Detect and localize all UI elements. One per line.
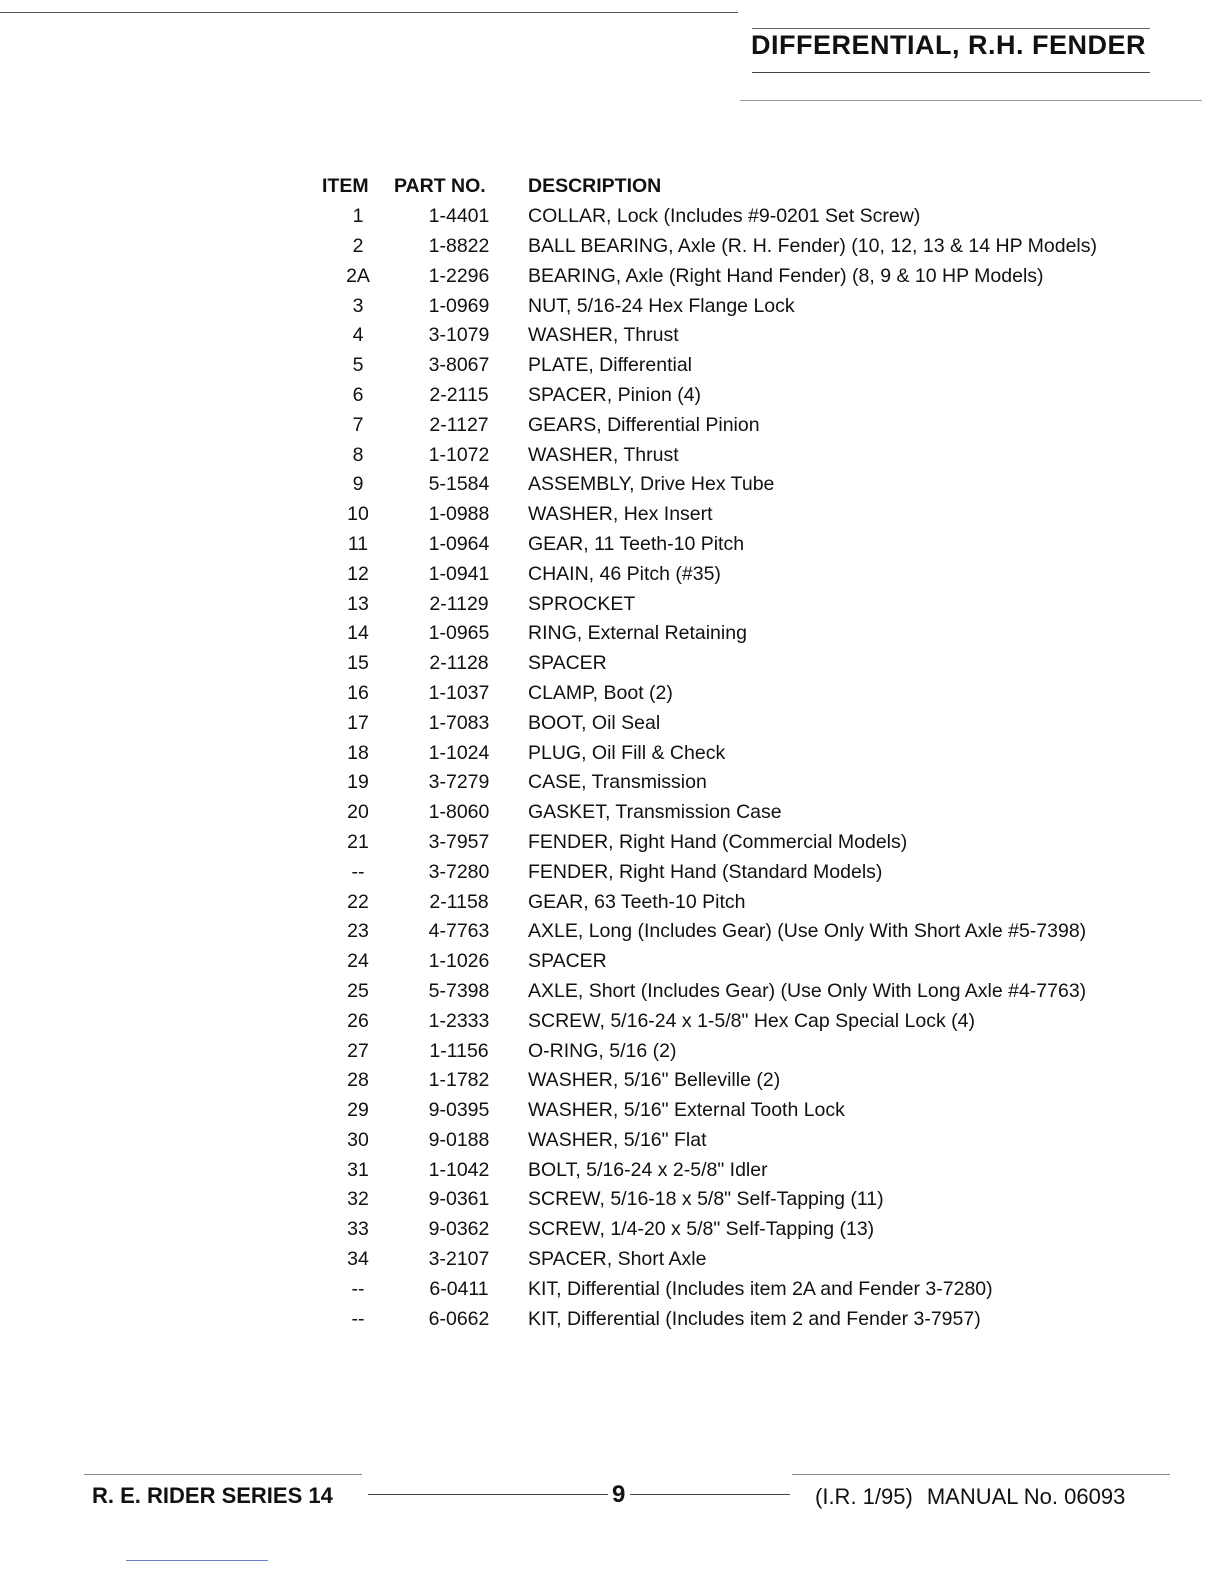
part-number: 2-1127 bbox=[429, 413, 489, 436]
table-row bbox=[322, 232, 1097, 262]
part-number: 1-1037 bbox=[428, 681, 490, 704]
item-number: 8 bbox=[352, 443, 364, 466]
item-number: 6 bbox=[352, 383, 364, 406]
item-number: 21 bbox=[347, 830, 369, 853]
description: SPACER bbox=[528, 950, 607, 973]
part-number: 3-7279 bbox=[428, 771, 490, 794]
item-number: 32 bbox=[347, 1188, 369, 1211]
description: SCREW, 1/4-20 x 5/8" Self-Tapping (13) bbox=[528, 1218, 875, 1241]
description: SPACER, Pinion (4) bbox=[528, 383, 702, 406]
description: AXLE, Short (Includes Gear) (Use Only With Long Axle #4-7763) bbox=[528, 979, 1087, 1002]
item-number: 1 bbox=[352, 205, 364, 228]
item-number: 14 bbox=[347, 622, 369, 645]
table-row bbox=[322, 530, 1097, 560]
table-row bbox=[322, 261, 1097, 291]
part-number: 1-1026 bbox=[428, 950, 490, 973]
description: PLATE, Differential bbox=[528, 354, 693, 377]
part-number: 1-0969 bbox=[428, 294, 490, 317]
description: SPACER, Short Axle bbox=[528, 1248, 707, 1271]
part-number: 9-0188 bbox=[428, 1128, 490, 1151]
part-number: 1-1024 bbox=[428, 741, 490, 764]
footer-rule-right-top bbox=[792, 1474, 1170, 1475]
description: KIT, Differential (Includes item 2A and Fender 3-7280) bbox=[528, 1277, 993, 1300]
item-number: -- bbox=[351, 860, 365, 883]
page-title: DIFFERENTIAL, R.H. FENDER bbox=[751, 30, 1146, 60]
table-row bbox=[322, 857, 1097, 887]
table-row bbox=[322, 470, 1097, 500]
table-row bbox=[322, 381, 1097, 411]
description: BEARING, Axle (Right Hand Fender) (8, 9 & 10 HP Models) bbox=[528, 264, 1044, 287]
table-row bbox=[322, 1304, 1097, 1334]
item-number: 18 bbox=[347, 741, 369, 764]
item-number: 20 bbox=[347, 801, 369, 824]
table-row bbox=[322, 649, 1097, 679]
description: WASHER, 5/16" Belleville (2) bbox=[528, 1069, 781, 1092]
part-number: 5-1584 bbox=[428, 473, 490, 496]
description: SPROCKET bbox=[528, 592, 636, 615]
part-number: 3-1079 bbox=[428, 324, 490, 347]
description: SCREW, 5/16-18 x 5/8" Self-Tapping (11) bbox=[528, 1188, 884, 1211]
table-row bbox=[322, 828, 1097, 858]
part-number: 1-4401 bbox=[428, 205, 490, 228]
part-number: 2-1158 bbox=[429, 890, 489, 913]
part-number: 2-1129 bbox=[429, 592, 489, 615]
part-number: 1-1156 bbox=[429, 1039, 489, 1062]
description: SPACER bbox=[528, 652, 607, 675]
description: O-RING, 5/16 (2) bbox=[528, 1039, 677, 1062]
item-number: 26 bbox=[347, 1009, 369, 1032]
bottom-blue-line bbox=[126, 1560, 268, 1561]
column-header-item: ITEM bbox=[322, 175, 369, 198]
item-number: 25 bbox=[347, 979, 369, 1002]
item-number: 12 bbox=[347, 562, 369, 585]
item-number: 3 bbox=[352, 294, 364, 317]
description: WASHER, 5/16" External Tooth Lock bbox=[528, 1099, 845, 1122]
item-number: 10 bbox=[347, 503, 369, 526]
footer-rule-middle-left bbox=[368, 1494, 608, 1495]
top-rule-left bbox=[0, 12, 738, 13]
column-header-part-no: PART NO. bbox=[394, 175, 486, 198]
part-number: 1-8060 bbox=[428, 801, 490, 824]
table-row bbox=[322, 589, 1097, 619]
footer-revision: (I.R. 1/95) bbox=[815, 1484, 913, 1509]
item-number: -- bbox=[351, 1307, 365, 1330]
description: FENDER, Right Hand (Standard Models) bbox=[528, 860, 883, 883]
table-row bbox=[322, 1215, 1097, 1245]
table-row bbox=[322, 1096, 1097, 1126]
item-number: 22 bbox=[347, 890, 369, 913]
table-row bbox=[322, 440, 1097, 470]
part-number: 1-0988 bbox=[428, 503, 490, 526]
part-number: 6-0662 bbox=[428, 1307, 490, 1330]
item-number: -- bbox=[351, 1277, 365, 1300]
description: PLUG, Oil Fill & Check bbox=[528, 741, 726, 764]
part-number: 1-2296 bbox=[428, 264, 490, 287]
description: BOLT, 5/16-24 x 2-5/8" Idler bbox=[528, 1158, 768, 1181]
part-number: 6-0411 bbox=[429, 1277, 489, 1300]
description: WASHER, Hex Insert bbox=[528, 503, 713, 526]
description: WASHER, 5/16" Flat bbox=[528, 1128, 707, 1151]
item-number: 15 bbox=[347, 652, 369, 675]
table-row bbox=[322, 351, 1097, 381]
description: COLLAR, Lock (Includes #9-0201 Set Screw) bbox=[528, 205, 921, 228]
description: NUT, 5/16-24 Hex Flange Lock bbox=[528, 294, 795, 317]
item-number: 27 bbox=[347, 1039, 369, 1062]
footer-rule-left-top bbox=[84, 1474, 362, 1475]
description: FENDER, Right Hand (Commercial Models) bbox=[528, 830, 908, 853]
table-row bbox=[322, 917, 1097, 947]
part-number: 2-1128 bbox=[429, 652, 489, 675]
part-number: 1-1782 bbox=[428, 1069, 490, 1092]
table-row bbox=[322, 1006, 1097, 1036]
part-number: 2-2115 bbox=[429, 383, 489, 406]
table-row bbox=[322, 559, 1097, 589]
table-row bbox=[322, 1036, 1097, 1066]
part-number: 9-0395 bbox=[428, 1099, 490, 1122]
table-row bbox=[322, 1185, 1097, 1215]
footer-rule-middle-right bbox=[630, 1494, 790, 1495]
description: SCREW, 5/16-24 x 1-5/8" Hex Cap Special Lock (4) bbox=[528, 1009, 975, 1032]
table-row bbox=[322, 708, 1097, 738]
part-number: 1-1072 bbox=[428, 443, 490, 466]
parts-table-body bbox=[322, 202, 1097, 1334]
item-number: 2A bbox=[346, 264, 370, 287]
item-number: 17 bbox=[347, 711, 369, 734]
item-number: 28 bbox=[347, 1069, 369, 1092]
item-number: 23 bbox=[347, 920, 369, 943]
item-number: 13 bbox=[347, 592, 369, 615]
table-row bbox=[322, 738, 1097, 768]
title-rule-bottom bbox=[752, 72, 1150, 73]
item-number: 34 bbox=[347, 1248, 369, 1271]
table-row bbox=[322, 1066, 1097, 1096]
part-number: 9-0362 bbox=[428, 1218, 490, 1241]
description: AXLE, Long (Includes Gear) (Use Only With Short Axle #5-7398) bbox=[528, 920, 1087, 943]
table-row bbox=[322, 500, 1097, 530]
item-number: 7 bbox=[352, 413, 364, 436]
part-number: 3-7280 bbox=[428, 860, 490, 883]
description: KIT, Differential (Includes item 2 and Fender 3-7957) bbox=[528, 1307, 981, 1330]
description: WASHER, Thrust bbox=[528, 443, 679, 466]
part-number: 1-0941 bbox=[428, 562, 490, 585]
item-number: 29 bbox=[347, 1099, 369, 1122]
description: WASHER, Thrust bbox=[528, 324, 679, 347]
part-number: 3-8067 bbox=[428, 354, 490, 377]
table-row bbox=[322, 887, 1097, 917]
part-number: 1-0964 bbox=[428, 532, 490, 555]
description: CHAIN, 46 Pitch (#35) bbox=[528, 562, 721, 585]
description: BOOT, Oil Seal bbox=[528, 711, 661, 734]
footer-series: R. E. RIDER SERIES 14 bbox=[92, 1483, 333, 1508]
item-number: 5 bbox=[352, 354, 364, 377]
description: GEAR, 63 Teeth-10 Pitch bbox=[528, 890, 746, 913]
item-number: 24 bbox=[347, 950, 369, 973]
description: GEAR, 11 Teeth-10 Pitch bbox=[528, 532, 745, 555]
item-number: 16 bbox=[347, 681, 369, 704]
part-number: 1-8822 bbox=[428, 234, 490, 257]
item-number: 31 bbox=[347, 1158, 369, 1181]
column-header-description: DESCRIPTION bbox=[528, 175, 662, 198]
item-number: 30 bbox=[347, 1128, 369, 1151]
table-row bbox=[322, 291, 1097, 321]
parts-table bbox=[322, 172, 1097, 1334]
item-number: 2 bbox=[352, 234, 364, 257]
description: BALL BEARING, Axle (R. H. Fender) (10, 12, 13 & 14 HP Models) bbox=[528, 234, 1097, 257]
item-number: 33 bbox=[347, 1218, 369, 1241]
description: CASE, Transmission bbox=[528, 771, 707, 794]
table-row bbox=[322, 410, 1097, 440]
footer-page-number: 9 bbox=[612, 1481, 626, 1508]
table-row bbox=[322, 768, 1097, 798]
part-number: 9-0361 bbox=[428, 1188, 490, 1211]
title-rule-lower bbox=[740, 100, 1202, 101]
part-number: 3-2107 bbox=[428, 1248, 490, 1271]
table-row bbox=[322, 679, 1097, 709]
table-row bbox=[322, 1274, 1097, 1304]
part-number: 1-0965 bbox=[428, 622, 490, 645]
description: RING, External Retaining bbox=[528, 622, 747, 645]
footer-manual-info bbox=[815, 1484, 1125, 1510]
part-number: 1-7083 bbox=[428, 711, 490, 734]
description: ASSEMBLY, Drive Hex Tube bbox=[528, 473, 775, 496]
description: CLAMP, Boot (2) bbox=[528, 681, 673, 704]
table-row bbox=[322, 1245, 1097, 1275]
part-number: 5-7398 bbox=[428, 979, 490, 1002]
part-number: 1-2333 bbox=[428, 1009, 490, 1032]
part-number: 4-7763 bbox=[428, 920, 490, 943]
item-number: 9 bbox=[352, 473, 364, 496]
table-row bbox=[322, 977, 1097, 1007]
table-row bbox=[322, 1155, 1097, 1185]
item-number: 19 bbox=[347, 771, 369, 794]
description: GEARS, Differential Pinion bbox=[528, 413, 760, 436]
item-number: 4 bbox=[352, 324, 364, 347]
table-header-row bbox=[322, 172, 1097, 202]
footer-manual-number: MANUAL No. 06093 bbox=[926, 1484, 1126, 1509]
table-row bbox=[322, 202, 1097, 232]
part-number: 1-1042 bbox=[428, 1158, 490, 1181]
part-number: 3-7957 bbox=[428, 830, 490, 853]
table-row bbox=[322, 321, 1097, 351]
table-row bbox=[322, 798, 1097, 828]
table-row bbox=[322, 1126, 1097, 1156]
table-row bbox=[322, 947, 1097, 977]
item-number: 11 bbox=[347, 532, 369, 555]
table-row bbox=[322, 619, 1097, 649]
description: GASKET, Transmission Case bbox=[528, 801, 782, 824]
title-rule-top bbox=[752, 28, 1150, 29]
